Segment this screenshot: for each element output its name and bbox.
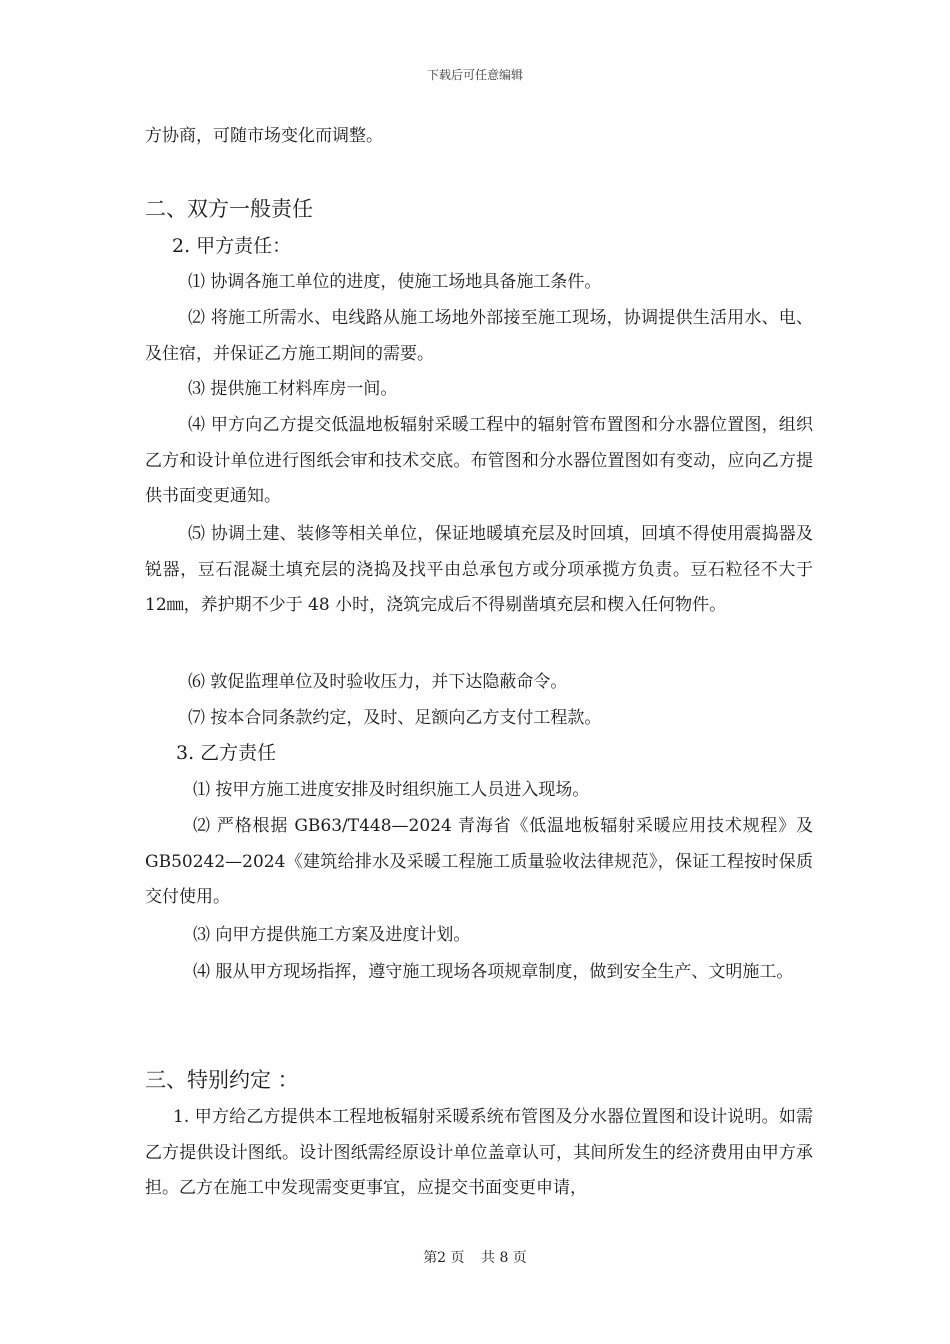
page-header: 下载后可任意编辑 xyxy=(426,68,523,82)
partyA-item-7: ⑺ 按本合同条款约定，及时、足额向乙方支付工程款。 xyxy=(188,708,602,728)
partyB-title: 3. 乙方责任 xyxy=(176,742,277,764)
section3-heading: 三、特别约定 ： xyxy=(145,1068,299,1092)
partyA-item-6: ⑹ 敦促监理单位及时验收压力，并下达隐蔽命令。 xyxy=(188,672,568,692)
section2-heading: 二、双方一般责任 xyxy=(145,197,313,221)
partyB-item-3: ⑶ 向甲方提供施工方案及进度计划。 xyxy=(193,925,471,945)
partyB-item-1: ⑴ 按甲方施工进度安排及时组织施工人员进入现场。 xyxy=(193,780,590,800)
page-total: 共 8 页 xyxy=(481,1250,527,1266)
partyA-item-5: ⑸ 协调土建、装修等相关单位，保证地暖填充层及时回填，回填不得使用震捣器及锐器，豆石混凝土填充层的浇捣及找平由总承包方或分项承揽方负责。豆石粒径不大于 12㎜，养护期不少于 48 小时，浇筑完成后不得剔凿填充层和楔入任何物件。 xyxy=(145,524,813,615)
section3-para-1: 1. 甲方给乙方提供本工程地板辐射采暖系统布管图及分水器位置图和设计说明。如需乙方提供设计图纸。设计图纸需经原设计单位盖章认可，其间所发生的经济费用由甲方承担。乙方在施工中发现需变更事宜，应提交书面变更申请， xyxy=(145,1107,813,1198)
partyB-item-2: ⑵ 严格根据 GB63/T448—2024 青海省《低温地板辐射采暖应用技术规程》及 GB50242—2024《建筑给排水及采暖工程施工质量验收法律规范》，保证工程按时保质交付使用。 xyxy=(145,816,813,907)
page-number: 第2 页 xyxy=(423,1250,465,1266)
partyA-item-1: ⑴ 协调各施工单位的进度，使施工场地具备施工条件。 xyxy=(188,272,602,292)
partyA-item-2: ⑵ 将施工所需水、电线路从施工场地外部接至施工现场，协调提供生活用水、电、及住宿，并保证乙方施工期间的需要。 xyxy=(145,308,813,364)
partyA-item-3: ⑶ 提供施工材料库房一间。 xyxy=(188,379,398,399)
partyA-title: 2. 甲方责任： xyxy=(172,235,292,257)
partyA-item-4: ⑷ 甲方向乙方提交低温地板辐射采暖工程中的辐射管布置图和分水器位置图，组织乙方和设计单位进行图纸会审和技术交底。布管图和分水器位置图如有变动，应向乙方提供书面变更通知。 xyxy=(145,415,813,506)
intro-tail-text: 方协商，可随市场变化而调整。 xyxy=(145,126,383,146)
partyB-item-4: ⑷ 服从甲方现场指挥，遵守施工现场各项规章制度，做到安全生产、文明施工。 xyxy=(193,962,794,982)
page-footer xyxy=(0,1247,950,1267)
